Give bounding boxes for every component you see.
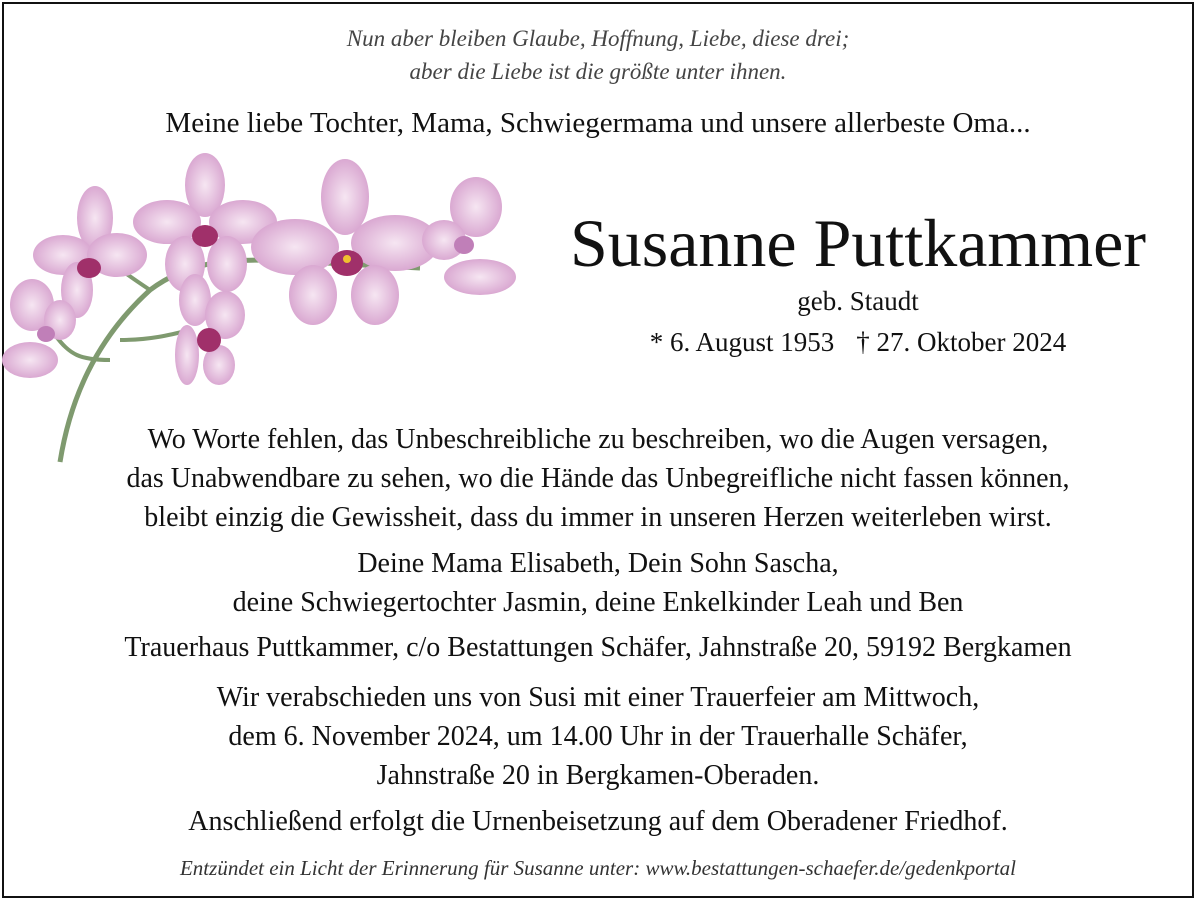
service-line: dem 6. November 2024, um 14.00 Uhr in der Trauerhalle Schäfer, <box>228 721 968 752</box>
birth-date: * 6. August 1953 <box>649 327 835 357</box>
motto-line-2: aber die Liebe ist die größte unter ihnen. <box>409 59 787 84</box>
memorial-portal-link[interactable]: Entzündet ein Licht der Erinnerung für Susanne unter: www.bestattungen-schaefer.de/gedenkportal <box>179 856 1016 880</box>
service-line: Jahnstraße 20 in Bergkamen-Oberaden. <box>376 760 820 791</box>
service-line: Wir verabschieden uns von Susi mit einer Trauerfeier am Mittwoch, <box>216 682 980 713</box>
deceased-name: Susanne Puttkammer <box>569 205 1147 281</box>
death-date: † 27. Oktober 2024 <box>856 327 1067 357</box>
poem-line: das Unabwendbare zu sehen, wo die Hände das Unbegreifliche nicht fassen können, <box>126 463 1070 494</box>
intro-line: Meine liebe Tochter, Mama, Schwiegermama und unsere allerbeste Oma... <box>165 107 1031 139</box>
motto-verse <box>0 22 1196 88</box>
family-signatures <box>0 544 1196 622</box>
burial-info: Anschließend erfolgt die Urnenbeisetzung auf dem Oberadener Friedhof. <box>188 806 1008 837</box>
life-dates <box>520 325 1196 359</box>
mourning-house-address: Trauerhaus Puttkammer, c/o Bestattungen Schäfer, Jahnstraße 20, 59192 Bergkamen <box>124 632 1072 663</box>
family-line: Deine Mama Elisabeth, Dein Sohn Sascha, <box>357 548 839 579</box>
funeral-service-info <box>0 678 1196 795</box>
motto-line-1: Nun aber bleiben Glaube, Hoffnung, Liebe, diese drei; <box>346 26 850 51</box>
poem-line: bleibt einzig die Gewissheit, dass du immer in unseren Herzen weiterleben wirst. <box>144 502 1052 533</box>
maiden-name: geb. Staudt <box>797 286 919 316</box>
poem-line: Wo Worte fehlen, das Unbeschreibliche zu beschreiben, wo die Augen versagen, <box>147 424 1049 455</box>
poem <box>0 420 1196 537</box>
family-line: deine Schwiegertochter Jasmin, deine Enkelkinder Leah und Ben <box>232 587 964 618</box>
